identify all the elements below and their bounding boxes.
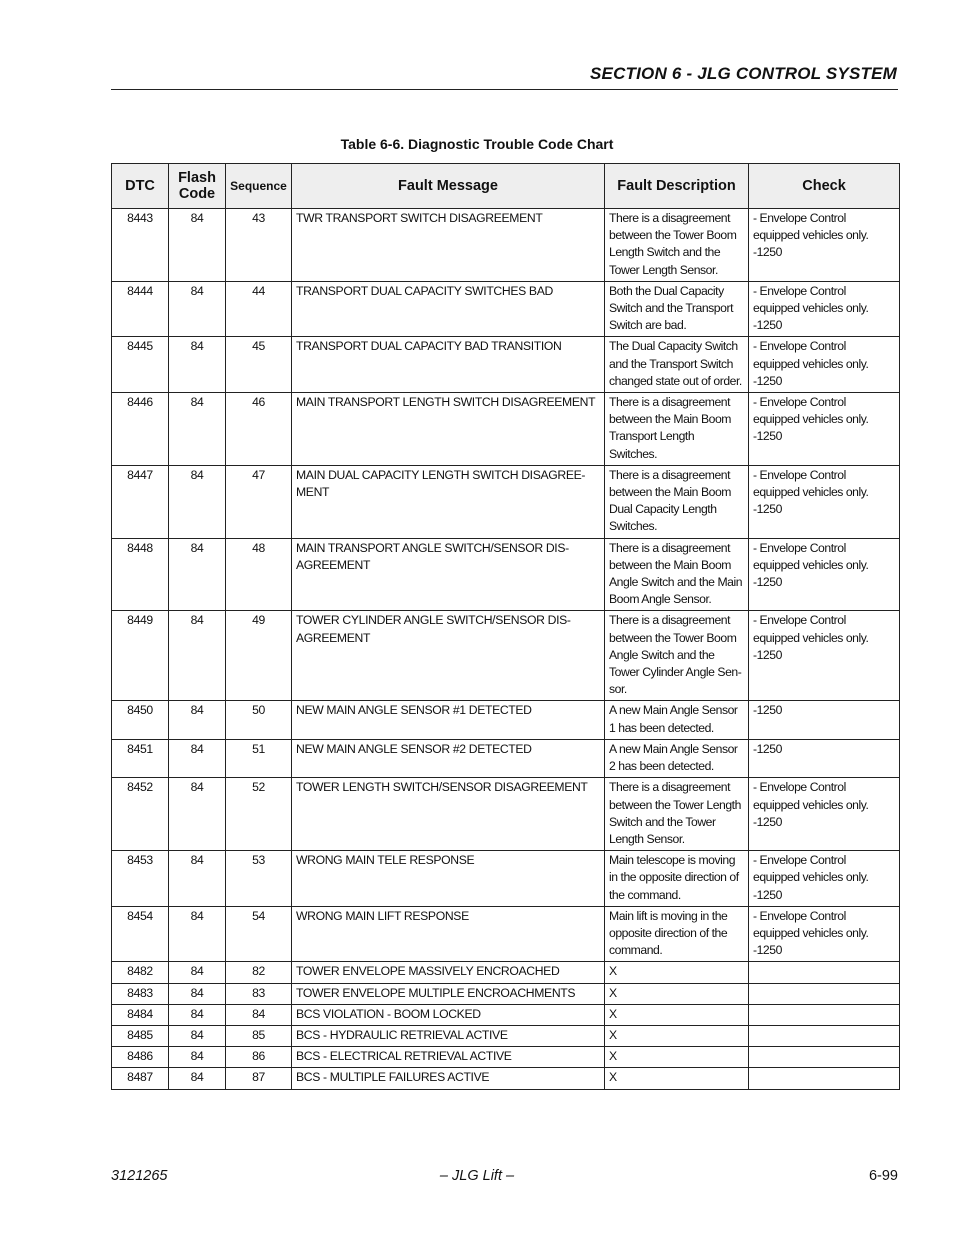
sequence-cell: 53 — [226, 851, 292, 907]
table-row — [112, 962, 900, 983]
fault-description-cell: There is a disagreement between the Main Boom Angle Switch and the Main Boom Angle Sensor. — [605, 538, 749, 611]
sequence-cell: 85 — [226, 1025, 292, 1046]
table-title: Table 6-6. Diagnostic Trouble Code Chart — [340, 136, 614, 152]
table-row — [112, 337, 900, 393]
dtc-cell: 8449 — [112, 611, 169, 701]
fault-description-cell: There is a disagreement between the Main Boom Dual Capacity Length Switches. — [605, 465, 749, 538]
fault-message-cell: MAIN TRANSPORT ANGLE SWITCH/SENSOR DIS-AGREEMENT — [292, 538, 605, 611]
flash-code-cell: 84 — [169, 538, 226, 611]
dtc-cell: 8484 — [112, 1004, 169, 1025]
sequence-cell: 46 — [226, 393, 292, 466]
check-cell: - Envelope Control equipped vehicles only. -1250 — [749, 337, 900, 393]
fault-description-cell: There is a disagreement between the Tower Length Switch and the Tower Length Sensor. — [605, 778, 749, 851]
fault-message-cell: TOWER LENGTH SWITCH/SENSOR DISAGREEMENT — [292, 778, 605, 851]
table-row — [112, 739, 900, 777]
publisher-label: – JLG Lift – — [439, 1168, 515, 1184]
check-cell — [749, 983, 900, 1004]
page-number: 6-99 — [868, 1168, 898, 1184]
flash-code-cell: 84 — [169, 281, 226, 337]
col-header-fault-message: Fault Message — [292, 164, 605, 209]
fault-message-cell: NEW MAIN ANGLE SENSOR #1 DETECTED — [292, 701, 605, 739]
check-cell — [749, 1068, 900, 1089]
flash-code-cell: 84 — [169, 739, 226, 777]
flash-code-cell: 84 — [169, 983, 226, 1004]
check-cell — [749, 1004, 900, 1025]
sequence-cell: 43 — [226, 209, 292, 282]
fault-description-cell: There is a disagreement between the Tower Boom Length Switch and the Tower Length Sensor. — [605, 209, 749, 282]
flash-code-cell: 84 — [169, 778, 226, 851]
check-cell: - Envelope Control equipped vehicles only. -1250 — [749, 778, 900, 851]
table-row — [112, 778, 900, 851]
col-header-dtc: DTC — [112, 164, 169, 209]
flash-code-cell: 84 — [169, 393, 226, 466]
fault-description-cell: X — [605, 983, 749, 1004]
check-cell: - Envelope Control equipped vehicles only. -1250 — [749, 393, 900, 466]
sequence-cell: 49 — [226, 611, 292, 701]
fault-description-cell: A new Main Angle Sensor 2 has been detected. — [605, 739, 749, 777]
sequence-cell: 45 — [226, 337, 292, 393]
fault-message-cell: NEW MAIN ANGLE SENSOR #2 DETECTED — [292, 739, 605, 777]
sequence-cell: 82 — [226, 962, 292, 983]
dtc-cell: 8446 — [112, 393, 169, 466]
table-row — [112, 1025, 900, 1046]
header-divider — [111, 89, 898, 90]
sequence-cell: 51 — [226, 739, 292, 777]
flash-code-cell: 84 — [169, 701, 226, 739]
dtc-cell: 8448 — [112, 538, 169, 611]
check-cell: -1250 — [749, 701, 900, 739]
dtc-cell: 8447 — [112, 465, 169, 538]
sequence-cell: 48 — [226, 538, 292, 611]
fault-description-cell: X — [605, 962, 749, 983]
fault-message-cell: TOWER ENVELOPE MULTIPLE ENCROACHMENTS — [292, 983, 605, 1004]
table-row — [112, 1047, 900, 1068]
fault-description-cell: X — [605, 1004, 749, 1025]
table-row — [112, 209, 900, 282]
check-cell: - Envelope Control equipped vehicles only. -1250 — [749, 281, 900, 337]
fault-description-cell: Main lift is moving in the opposite direction of the command. — [605, 906, 749, 962]
sequence-cell: 86 — [226, 1047, 292, 1068]
fault-description-cell: There is a disagreement between the Tower Boom Angle Switch and the Tower Cylinder Angle Sen-sor. — [605, 611, 749, 701]
check-cell: - Envelope Control equipped vehicles only. -1250 — [749, 906, 900, 962]
dtc-cell: 8486 — [112, 1047, 169, 1068]
fault-message-cell: WRONG MAIN LIFT RESPONSE — [292, 906, 605, 962]
table-header-row — [112, 164, 900, 209]
fault-message-cell: WRONG MAIN TELE RESPONSE — [292, 851, 605, 907]
dtc-cell: 8445 — [112, 337, 169, 393]
table-row — [112, 983, 900, 1004]
fault-description-cell: X — [605, 1068, 749, 1089]
table-row — [112, 906, 900, 962]
sequence-cell: 54 — [226, 906, 292, 962]
dtc-table — [111, 163, 900, 1090]
table-row — [112, 538, 900, 611]
table-row — [112, 393, 900, 466]
dtc-cell: 8454 — [112, 906, 169, 962]
table-row — [112, 851, 900, 907]
check-cell: - Envelope Control equipped vehicles only. -1250 — [749, 851, 900, 907]
flash-code-cell: 84 — [169, 1068, 226, 1089]
dtc-cell: 8487 — [112, 1068, 169, 1089]
dtc-cell: 8482 — [112, 962, 169, 983]
sequence-cell: 52 — [226, 778, 292, 851]
dtc-cell: 8443 — [112, 209, 169, 282]
check-cell: - Envelope Control equipped vehicles only. -1250 — [749, 538, 900, 611]
check-cell: - Envelope Control equipped vehicles only. -1250 — [749, 465, 900, 538]
col-header-flash-code: Flash Code — [169, 164, 226, 209]
flash-code-cell: 84 — [169, 1047, 226, 1068]
dtc-cell: 8452 — [112, 778, 169, 851]
flash-code-cell: 84 — [169, 337, 226, 393]
fault-description-cell: Main telescope is moving in the opposite direction of the command. — [605, 851, 749, 907]
check-cell — [749, 962, 900, 983]
fault-message-cell: TOWER ENVELOPE MASSIVELY ENCROACHED — [292, 962, 605, 983]
fault-message-cell: TRANSPORT DUAL CAPACITY SWITCHES BAD — [292, 281, 605, 337]
fault-message-cell: TWR TRANSPORT SWITCH DISAGREEMENT — [292, 209, 605, 282]
col-header-check: Check — [749, 164, 900, 209]
fault-message-cell: BCS - HYDRAULIC RETRIEVAL ACTIVE — [292, 1025, 605, 1046]
table-row — [112, 701, 900, 739]
fault-description-cell: X — [605, 1025, 749, 1046]
dtc-cell: 8483 — [112, 983, 169, 1004]
col-header-sequence: Sequence — [226, 164, 292, 209]
fault-description-cell: The Dual Capacity Switch and the Transport Switch changed state out of order. — [605, 337, 749, 393]
flash-code-cell: 84 — [169, 209, 226, 282]
dtc-cell: 8453 — [112, 851, 169, 907]
sequence-cell: 50 — [226, 701, 292, 739]
check-cell: -1250 — [749, 739, 900, 777]
dtc-cell: 8451 — [112, 739, 169, 777]
sequence-cell: 87 — [226, 1068, 292, 1089]
flash-code-cell: 84 — [169, 1025, 226, 1046]
fault-message-cell: BCS - MULTIPLE FAILURES ACTIVE — [292, 1068, 605, 1089]
check-cell — [749, 1025, 900, 1046]
flash-code-cell: 84 — [169, 611, 226, 701]
table-row — [112, 611, 900, 701]
flash-code-cell: 84 — [169, 1004, 226, 1025]
table-body — [112, 209, 900, 1090]
check-cell: - Envelope Control equipped vehicles only. -1250 — [749, 209, 900, 282]
fault-description-cell: X — [605, 1047, 749, 1068]
flash-code-cell: 84 — [169, 962, 226, 983]
fault-message-cell: MAIN TRANSPORT LENGTH SWITCH DISAGREEMENT — [292, 393, 605, 466]
fault-message-cell: TOWER CYLINDER ANGLE SWITCH/SENSOR DIS-AGREEMENT — [292, 611, 605, 701]
table-row — [112, 1004, 900, 1025]
fault-description-cell: There is a disagreement between the Main Boom Transport Length Switches. — [605, 393, 749, 466]
dtc-cell: 8450 — [112, 701, 169, 739]
flash-code-cell: 84 — [169, 851, 226, 907]
sequence-cell: 83 — [226, 983, 292, 1004]
flash-code-cell: 84 — [169, 465, 226, 538]
dtc-cell: 8444 — [112, 281, 169, 337]
fault-message-cell: MAIN DUAL CAPACITY LENGTH SWITCH DISAGREE-MENT — [292, 465, 605, 538]
check-cell: - Envelope Control equipped vehicles only. -1250 — [749, 611, 900, 701]
table-row — [112, 281, 900, 337]
fault-message-cell: TRANSPORT DUAL CAPACITY BAD TRANSITION — [292, 337, 605, 393]
document-number: 3121265 — [111, 1168, 168, 1184]
fault-message-cell: BCS - ELECTRICAL RETRIEVAL ACTIVE — [292, 1047, 605, 1068]
section-title: SECTION 6 - JLG CONTROL SYSTEM — [590, 64, 897, 83]
sequence-cell: 44 — [226, 281, 292, 337]
fault-description-cell: Both the Dual Capacity Switch and the Transport Switch are bad. — [605, 281, 749, 337]
fault-description-cell: A new Main Angle Sensor 1 has been detected. — [605, 701, 749, 739]
fault-message-cell: BCS VIOLATION - BOOM LOCKED — [292, 1004, 605, 1025]
table-row — [112, 1068, 900, 1089]
flash-code-cell: 84 — [169, 906, 226, 962]
check-cell — [749, 1047, 900, 1068]
sequence-cell: 47 — [226, 465, 292, 538]
dtc-cell: 8485 — [112, 1025, 169, 1046]
col-header-fault-description: Fault Description — [605, 164, 749, 209]
sequence-cell: 84 — [226, 1004, 292, 1025]
table-row — [112, 465, 900, 538]
